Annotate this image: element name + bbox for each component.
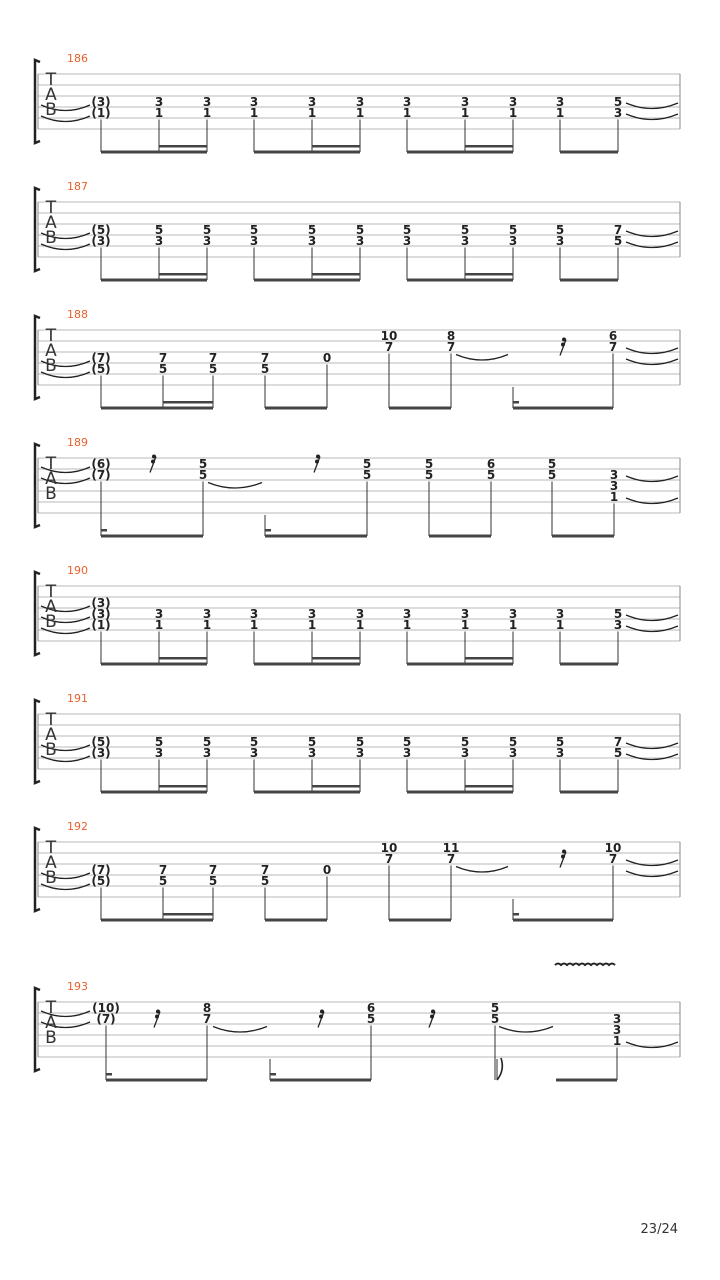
fret-number: 3 [249, 746, 259, 760]
beam [560, 663, 618, 666]
fret-number: 3 [508, 607, 518, 621]
beam-stub [106, 1073, 112, 1076]
fret-number: 5 [490, 1001, 500, 1015]
fret-number: 7 [446, 340, 456, 354]
fret-number: 5 [366, 1012, 376, 1026]
rest-dot [562, 338, 566, 342]
beam [265, 919, 327, 922]
tie-out-arc [626, 476, 678, 482]
fret-number: 3 [355, 607, 365, 621]
fret-number: 3 [609, 479, 619, 493]
fret-number: 3 [612, 1012, 622, 1026]
beam [389, 407, 451, 410]
fret-number: 3 [202, 95, 212, 109]
fret-number: 3 [154, 607, 164, 621]
fret-number: 1 [154, 618, 164, 632]
fret-number: 5 [460, 223, 470, 237]
fret-number: 5 [555, 223, 565, 237]
fret-number: 5 [613, 234, 623, 248]
page-number: 23/24 [640, 1222, 678, 1237]
fret-number: 5 [460, 735, 470, 749]
fret-number: 1 [402, 106, 412, 120]
tie-out-arc [626, 626, 678, 632]
tab-clef-letter: A [45, 725, 57, 745]
tab-system [35, 316, 680, 410]
tab-clef-letter: T [45, 198, 57, 218]
tab-clef-letter: B [45, 868, 57, 888]
fret-number: 7 [446, 852, 456, 866]
rest-symbol [150, 457, 156, 473]
secondary-beam [465, 657, 513, 660]
beam [101, 919, 213, 922]
fret-number: 5 [613, 746, 623, 760]
fret-number: (3) [91, 607, 111, 621]
measure-number: 192 [67, 820, 88, 833]
fret-number: 6 [608, 329, 618, 343]
beam [106, 1079, 207, 1082]
fret-number: 3 [508, 234, 518, 248]
fret-number: 7 [208, 351, 218, 365]
fret-number: 5 [249, 223, 259, 237]
fret-number: 8 [202, 1001, 212, 1015]
fret-number: 5 [547, 457, 557, 471]
fret-number: 1 [508, 106, 518, 120]
fret-number: 7 [260, 351, 270, 365]
rest-dot [315, 460, 319, 464]
tie-out-arc [626, 871, 678, 877]
tab-clef-letter: A [45, 85, 57, 105]
fret-number: (3) [91, 234, 111, 248]
tab-clef-letter: B [45, 100, 57, 120]
fret-number: (1) [91, 106, 111, 120]
secondary-beam [312, 657, 360, 660]
fret-number: 3 [307, 95, 317, 109]
tie-out-arc [626, 615, 678, 621]
fret-number: 1 [460, 106, 470, 120]
fret-number: (10) [92, 1001, 120, 1015]
fret-number: (5) [91, 735, 111, 749]
rest-symbol [318, 1012, 324, 1028]
beam [101, 535, 203, 538]
fret-number: 1 [202, 618, 212, 632]
fret-number: 1 [307, 618, 317, 632]
fret-number: 3 [154, 746, 164, 760]
tab-clef-letter: B [45, 356, 57, 376]
fret-number: (3) [91, 95, 111, 109]
fret-number: 5 [202, 223, 212, 237]
fret-number: 7 [208, 863, 218, 877]
fret-number: (5) [91, 874, 111, 888]
fret-number: 7 [613, 223, 623, 237]
fret-number: 5 [154, 223, 164, 237]
fret-number: 3 [555, 607, 565, 621]
fret-number: (5) [91, 362, 111, 376]
fret-number: 7 [158, 351, 168, 365]
fret-number: 5 [424, 468, 434, 482]
secondary-beam [163, 913, 213, 916]
rest-dot [561, 855, 565, 859]
fret-number: 5 [198, 457, 208, 471]
fret-number: 8 [446, 329, 456, 343]
fret-number: 5 [154, 735, 164, 749]
beam [265, 407, 327, 410]
secondary-beam [159, 145, 207, 148]
fret-number: 1 [355, 106, 365, 120]
tab-system [35, 444, 680, 538]
fret-number: 3 [402, 607, 412, 621]
tab-clef-letter: B [45, 740, 57, 760]
fret-number: 3 [249, 607, 259, 621]
fret-number: 3 [555, 95, 565, 109]
tie-arc [456, 867, 508, 873]
tab-clef-letter: T [45, 582, 57, 602]
tie-arc [208, 483, 262, 489]
fret-number: 5 [402, 735, 412, 749]
measure-number: 193 [67, 980, 88, 993]
fret-number: (3) [91, 596, 111, 610]
beam [254, 663, 360, 666]
fret-number: 5 [486, 468, 496, 482]
fret-number: 5 [547, 468, 557, 482]
fret-number: 5 [260, 874, 270, 888]
rest-dot [431, 1010, 435, 1014]
tie-out-arc [626, 1042, 678, 1048]
fret-number: 1 [249, 106, 259, 120]
beam-stub [101, 529, 107, 532]
fret-number: 5 [249, 735, 259, 749]
tab-clef-letter: A [45, 469, 57, 489]
fret-number: 3 [460, 95, 470, 109]
tab-system [35, 828, 680, 922]
fret-number: 3 [202, 746, 212, 760]
fret-number: 7 [608, 852, 618, 866]
tie-arc [213, 1027, 267, 1033]
fret-number: (3) [91, 746, 111, 760]
beam [560, 151, 618, 154]
fret-number: 3 [613, 618, 623, 632]
measure-number: 186 [67, 52, 88, 65]
tie-out-arc [626, 754, 678, 760]
tab-clef-letter: A [45, 597, 57, 617]
fret-number: (5) [91, 223, 111, 237]
beam [389, 919, 451, 922]
fret-number: 7 [608, 340, 618, 354]
tab-clef-letter: T [45, 326, 57, 346]
fret-number: 3 [154, 95, 164, 109]
fret-number: 1 [508, 618, 518, 632]
fret-number: 3 [609, 468, 619, 482]
fret-number: 1 [460, 618, 470, 632]
fret-number: 5 [355, 735, 365, 749]
rest-dot [151, 460, 155, 464]
beam [560, 791, 618, 794]
secondary-beam [159, 657, 207, 660]
rest-dot [156, 1010, 160, 1014]
tie-out-arc [626, 359, 678, 365]
rest-dot [155, 1015, 159, 1019]
fret-number: 1 [249, 618, 259, 632]
tie-out-arc [626, 743, 678, 749]
fret-number: 5 [508, 223, 518, 237]
fret-number: 5 [260, 362, 270, 376]
fret-number: 5 [208, 362, 218, 376]
beam [101, 791, 207, 794]
rest-dot [316, 455, 320, 459]
fret-number: 3 [355, 746, 365, 760]
tab-clef-letter: B [45, 228, 57, 248]
fret-number: 7 [202, 1012, 212, 1026]
beam [270, 1079, 371, 1082]
fret-number: (7) [96, 1012, 116, 1026]
fret-number: 3 [460, 746, 470, 760]
tab-clef-letter: T [45, 454, 57, 474]
fret-number: 3 [355, 95, 365, 109]
tie-out-arc [626, 114, 678, 120]
tie-out-arc [626, 498, 678, 504]
beam-stub [265, 529, 271, 532]
tab-clef-letter: B [45, 1028, 57, 1048]
fret-number: 3 [402, 746, 412, 760]
fret-number: (7) [91, 351, 111, 365]
measure-number: 189 [67, 436, 88, 449]
secondary-beam [312, 145, 360, 148]
tab-system [35, 964, 680, 1082]
tie-out-arc [626, 231, 678, 237]
secondary-beam [312, 785, 360, 788]
secondary-beam [163, 401, 213, 404]
beam [552, 535, 614, 538]
tab-clef-letter: A [45, 853, 57, 873]
rest-dot [320, 1010, 324, 1014]
tab-clef-letter: A [45, 341, 57, 361]
fret-number: 5 [355, 223, 365, 237]
fret-number: 5 [198, 468, 208, 482]
tab-clef-letter: T [45, 70, 57, 90]
tab-clef-letter: T [45, 710, 57, 730]
measure-number: 188 [67, 308, 88, 321]
fret-number: 3 [307, 746, 317, 760]
beam [407, 663, 513, 666]
fret-number: 5 [402, 223, 412, 237]
fret-number: 3 [307, 607, 317, 621]
secondary-beam [159, 785, 207, 788]
fret-number: 5 [362, 468, 372, 482]
fret-number: 3 [202, 234, 212, 248]
fret-number: 0 [322, 863, 332, 877]
fret-number: 6 [366, 1001, 376, 1015]
beam [429, 535, 491, 538]
fret-number: 7 [384, 852, 394, 866]
fret-number: 1 [609, 490, 619, 504]
fret-number: 6 [486, 457, 496, 471]
tie-arc [456, 355, 508, 361]
fret-number: 5 [158, 362, 168, 376]
tab-clef-letter: B [45, 612, 57, 632]
fret-number: 3 [613, 106, 623, 120]
beam [407, 791, 513, 794]
tie-out-arc [626, 242, 678, 248]
tie-out-arc [626, 348, 678, 354]
rest-symbol [154, 1012, 160, 1028]
fret-number: 3 [249, 95, 259, 109]
fret-number: 5 [490, 1012, 500, 1026]
fret-number: 3 [508, 746, 518, 760]
fret-number: 1 [555, 106, 565, 120]
fret-number: 3 [355, 234, 365, 248]
fret-number: 11 [442, 841, 460, 855]
beam [560, 279, 618, 282]
fret-number: 3 [612, 1023, 622, 1037]
note-flag [497, 1058, 502, 1080]
fret-number: 3 [249, 234, 259, 248]
secondary-beam [465, 785, 513, 788]
fret-number: 7 [260, 863, 270, 877]
beam [254, 151, 360, 154]
fret-number: 5 [307, 223, 317, 237]
beam [407, 279, 513, 282]
rest-dot [152, 455, 156, 459]
beam [101, 151, 207, 154]
beam [254, 791, 360, 794]
fret-number: 1 [612, 1034, 622, 1048]
rest-dot [562, 850, 566, 854]
fret-number: 1 [555, 618, 565, 632]
secondary-beam [465, 145, 513, 148]
tab-clef-letter: T [45, 838, 57, 858]
measure-number: 190 [67, 564, 88, 577]
fret-number: (7) [91, 468, 111, 482]
fret-number: (7) [91, 863, 111, 877]
rest-dot [430, 1015, 434, 1019]
beam [101, 279, 207, 282]
rest-symbol [560, 340, 566, 356]
fret-number: 3 [508, 95, 518, 109]
fret-number: 3 [307, 234, 317, 248]
fret-number: 3 [402, 234, 412, 248]
beam-stub [513, 913, 519, 916]
fret-number: 5 [208, 874, 218, 888]
tab-clef-letter: B [45, 484, 57, 504]
vibrato-mark [555, 964, 615, 966]
fret-number: 10 [380, 329, 398, 343]
fret-number: 1 [402, 618, 412, 632]
fret-number: (6) [91, 457, 111, 471]
rest-symbol [314, 457, 320, 473]
beam-stub [270, 1073, 276, 1076]
measure-number: 191 [67, 692, 88, 705]
tie-out-arc [626, 103, 678, 109]
secondary-beam [312, 273, 360, 276]
fret-number: 5 [555, 735, 565, 749]
rest-symbol [560, 852, 566, 868]
fret-number: 5 [424, 457, 434, 471]
beam [254, 279, 360, 282]
tie-out-arc [626, 860, 678, 866]
fret-number: 5 [613, 95, 623, 109]
fret-number: (1) [91, 618, 111, 632]
fret-number: 10 [604, 841, 622, 855]
beam [556, 1079, 617, 1082]
beam [101, 407, 213, 410]
beam [407, 151, 513, 154]
fret-number: 0 [322, 351, 332, 365]
fret-number: 5 [158, 874, 168, 888]
measure-number: 187 [67, 180, 88, 193]
fret-number: 5 [508, 735, 518, 749]
beam [513, 407, 613, 410]
fret-number: 5 [307, 735, 317, 749]
beam [101, 663, 207, 666]
fret-number: 1 [355, 618, 365, 632]
fret-number: 3 [555, 746, 565, 760]
fret-number: 1 [202, 106, 212, 120]
fret-number: 5 [362, 457, 372, 471]
rest-dot [561, 343, 565, 347]
secondary-beam [159, 273, 207, 276]
tie-arc [499, 1027, 553, 1033]
fret-number: 3 [460, 607, 470, 621]
beam [265, 535, 367, 538]
fret-number: 3 [154, 234, 164, 248]
tab-clef-letter: A [45, 213, 57, 233]
fret-number: 3 [402, 95, 412, 109]
rest-symbol [429, 1012, 435, 1028]
fret-number: 5 [202, 735, 212, 749]
fret-number: 3 [555, 234, 565, 248]
tab-clef-letter: T [45, 998, 57, 1018]
secondary-beam [465, 273, 513, 276]
fret-number: 5 [613, 607, 623, 621]
fret-number: 1 [154, 106, 164, 120]
beam-stub [513, 401, 519, 404]
rest-dot [319, 1015, 323, 1019]
fret-number: 3 [202, 607, 212, 621]
fret-number: 3 [460, 234, 470, 248]
fret-number: 7 [384, 340, 394, 354]
fret-number: 7 [158, 863, 168, 877]
tab-clef-letter: A [45, 1013, 57, 1033]
beam [513, 919, 613, 922]
fret-number: 1 [307, 106, 317, 120]
fret-number: 10 [380, 841, 398, 855]
fret-number: 7 [613, 735, 623, 749]
